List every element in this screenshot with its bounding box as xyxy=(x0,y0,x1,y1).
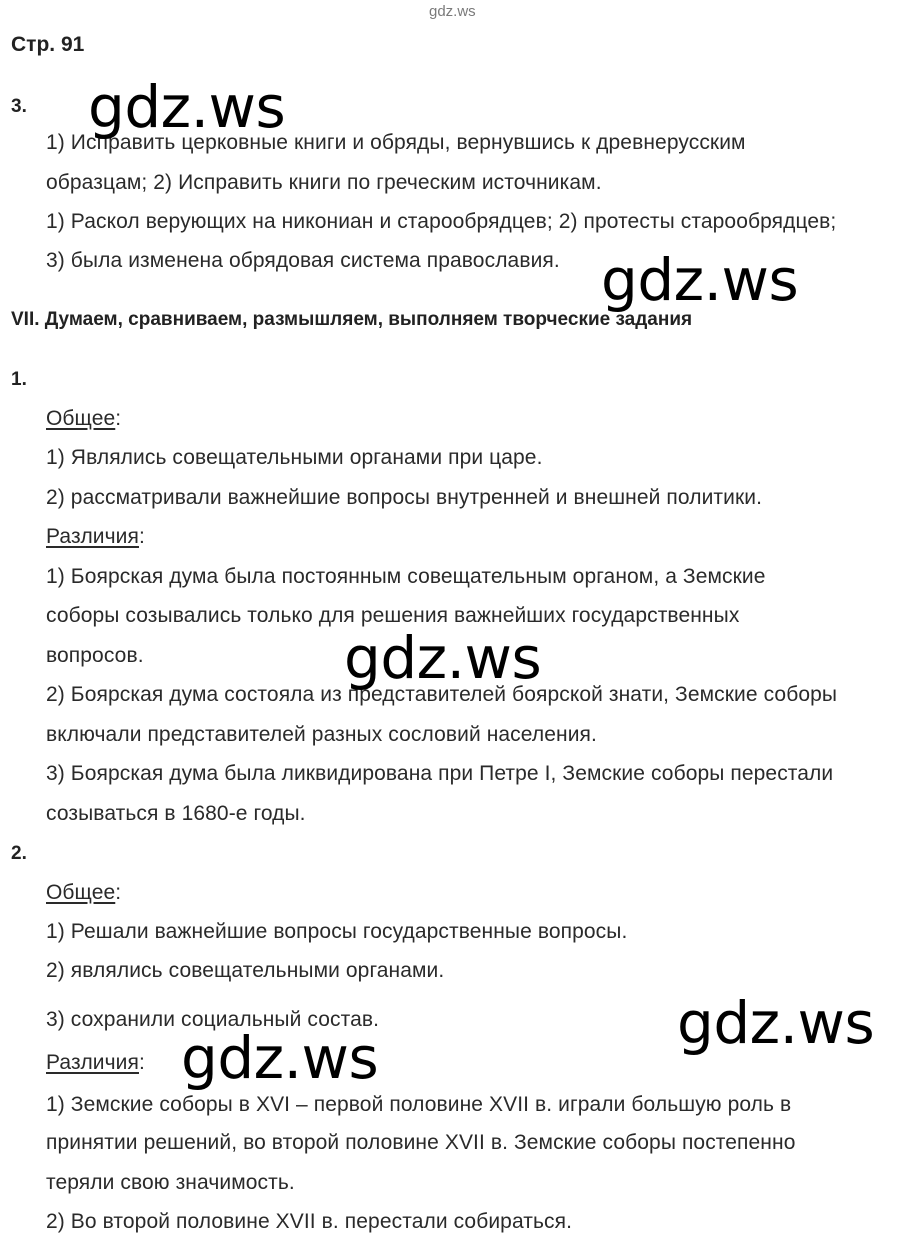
task1-diff-line: включали представителей разных сословий населения. xyxy=(46,723,597,746)
colon: : xyxy=(138,1051,145,1074)
task1-diff-line: 3) Боярская дума была ликвидирована при Петре I, Земские соборы перестали xyxy=(46,762,834,785)
task2-diff-line: 2) Во второй половине XVII в. перестали собираться. xyxy=(46,1210,573,1233)
colon: : xyxy=(115,407,122,430)
section-heading: VII. Думаем, сравниваем, размышляем, выполняем творческие задания xyxy=(11,309,693,330)
task1-common-line: 1) Являлись совещательными органами при царе. xyxy=(46,446,543,469)
task1-diff-line: вопросов. xyxy=(46,644,144,667)
task3-line: 1) Раскол верующих на никониан и старообрядцев; 2) протесты старообрядцев; xyxy=(46,210,837,233)
task1-diff-heading xyxy=(46,525,145,549)
task1-common-line: 2) рассматривали важнейшие вопросы внутренней и внешней политики. xyxy=(46,486,762,509)
watermark: gdz.ws xyxy=(677,989,875,1057)
watermark: gdz.ws xyxy=(181,1024,379,1092)
task3-line: 1) Исправить церковные книги и обряды, вернувшись к древнерусским xyxy=(46,131,746,154)
common-label: Общее xyxy=(46,407,116,430)
task3-line: образцам; 2) Исправить книги по греческим источникам. xyxy=(46,171,602,194)
task2-diff-heading xyxy=(46,1051,145,1075)
task3-number: 3. xyxy=(11,96,27,117)
task2-common-line: 2) являлись совещательными органами. xyxy=(46,959,445,982)
diff-label: Различия xyxy=(46,1051,139,1074)
watermark: gdz.ws xyxy=(344,624,542,692)
task2-common-line: 1) Решали важнейшие вопросы государственные вопросы. xyxy=(46,920,628,943)
task1-diff-line: созываться в 1680-е годы. xyxy=(46,802,306,825)
task1-diff-line: 1) Боярская дума была постоянным совещательным органом, а Земские xyxy=(46,565,766,588)
diff-label: Различия xyxy=(46,525,139,548)
task1-common-heading xyxy=(46,407,121,431)
task1-diff-line: соборы созывались только для решения важнейших государственных xyxy=(46,604,740,627)
watermark: gdz.ws xyxy=(88,73,286,141)
common-label: Общее xyxy=(46,881,116,904)
task2-diff-line: принятии решений, во второй половине XVII в. Земские соборы постепенно xyxy=(46,1131,796,1154)
colon: : xyxy=(115,881,122,904)
task1-number: 1. xyxy=(11,369,27,390)
task2-diff-line: теряли свою значимость. xyxy=(46,1171,295,1194)
page-label: Стр. 91 xyxy=(11,33,85,56)
task2-common-heading xyxy=(46,881,121,905)
task2-number: 2. xyxy=(11,843,27,864)
task1-diff-line: 2) Боярская дума состояла из представителей боярской знати, Земские соборы xyxy=(46,683,838,706)
watermark: gdz.ws xyxy=(601,246,799,314)
task3-line: 3) была изменена обрядовая система православия. xyxy=(46,249,560,272)
task2-common-line: 3) сохранили социальный состав. xyxy=(46,1008,380,1031)
task2-diff-line: 1) Земские соборы в XVI – первой половине XVII в. играли большую роль в xyxy=(46,1093,792,1116)
colon: : xyxy=(138,525,145,548)
top-watermark: gdz.ws xyxy=(429,3,476,20)
